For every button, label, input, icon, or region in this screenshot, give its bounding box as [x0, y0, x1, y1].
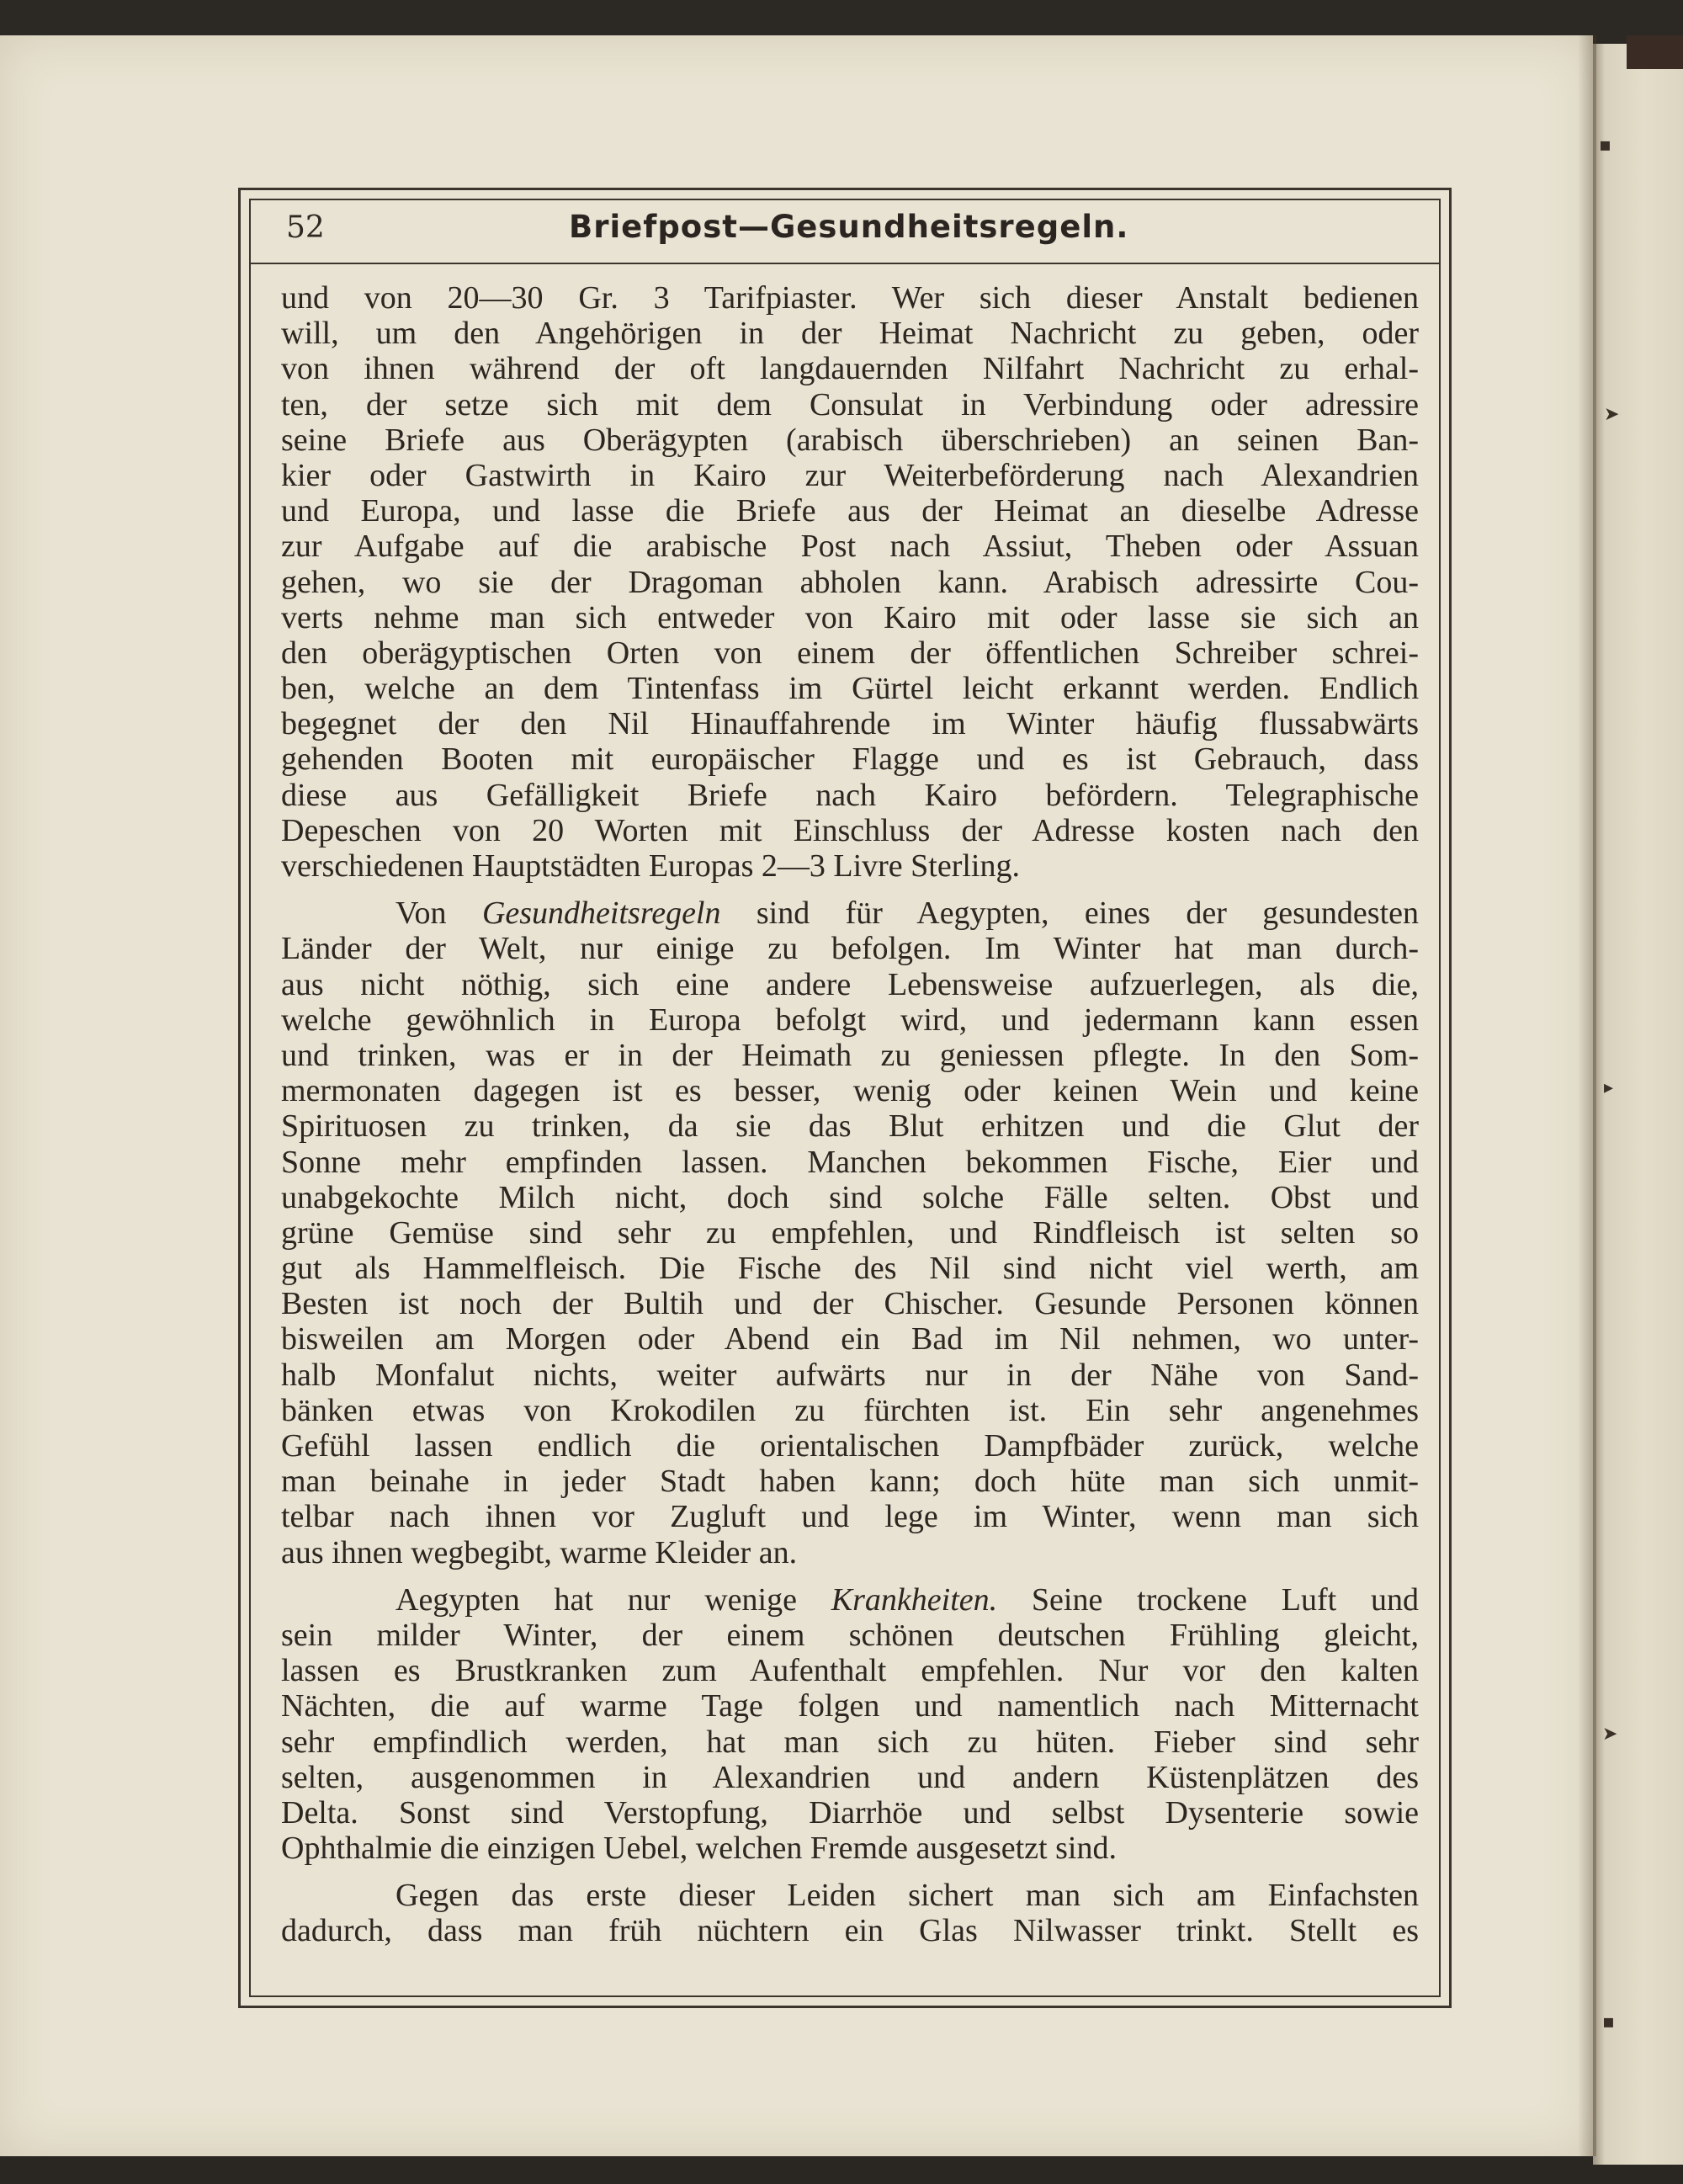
text-line: und von 20—30 Gr. 3 Tarifpiaster. Wer sich dieser Anstalt bedienen [281, 280, 1419, 316]
text-line: gut als Hammelfleisch. Die Fische des Nil sind nicht viel werth, am [281, 1251, 1419, 1287]
text-line: Ophthalmie die einzigen Uebel, welchen Fremde ausgesetzt sind. [281, 1831, 1117, 1867]
emphasis-text: Gesundheitsregeln [481, 895, 721, 932]
text-line: Besten ist noch der Bultih und der Chischer. Gesunde Personen können [281, 1286, 1419, 1322]
text-line: Spirituosen zu trinken, da sie das Blut erhitzen und die Glut der [281, 1108, 1419, 1145]
text-line: den oberägyptischen Orten von einem der öffentlichen Schreiber schrei- [281, 635, 1419, 671]
facing-page-corner [1627, 35, 1683, 69]
text-line: mermonaten dagegen ist es besser, wenig oder keinen Wein und keine [281, 1073, 1419, 1109]
text-run: sind für Aegypten, eines der gesundesten [720, 895, 1420, 932]
paragraph [281, 895, 1419, 1570]
text-line: grüne Gemüse sind sehr zu empfehlen, und Rindfleisch ist selten so [281, 1214, 1419, 1251]
text-line: bisweilen am Morgen oder Abend ein Bad im Nil nehmen, wo unter- [281, 1321, 1419, 1358]
text-line: von ihnen während der oft langdauernden Nilfahrt Nachricht zu erhal- [281, 351, 1419, 387]
text-line: Nächten, die auf warme Tage folgen und namentlich nach Mitternacht [281, 1688, 1419, 1724]
text-line [281, 1878, 1419, 1913]
text-line: Sonne mehr empfinden lassen. Manchen bekommen Fische, Eier und [281, 1144, 1419, 1180]
text-line [281, 895, 1419, 931]
page-title: Briefpost—Gesundheitsregeln. [569, 209, 1129, 245]
text-line: aus nicht nöthig, sich eine andere Lebensweise aufzuerlegen, als die, [281, 966, 1419, 1002]
margin-mark-icon: ▪ [1599, 135, 1611, 156]
text-line: und trinken, was er in der Heimath zu geniessen pflegte. In den Som- [281, 1037, 1419, 1073]
text-line: seine Briefe aus Oberägypten (arabisch überschrieben) an seinen Ban- [281, 422, 1419, 458]
gutter-shadow [1578, 35, 1596, 2156]
text-line: kier oder Gastwirth in Kairo zur Weiterbeförderung nach Alexandrien [281, 457, 1419, 493]
paragraph-gap [281, 884, 1419, 895]
text-line: welche gewöhnlich in Europa befolgt wird, und jedermann kann essen [281, 1002, 1419, 1038]
text-line: ten, der setze sich mit dem Consulat in Verbindung oder adressire [281, 386, 1419, 422]
running-head [249, 207, 1441, 258]
emphasis-text: Krankheiten. [831, 1581, 998, 1618]
text-line: aus ihnen wegbegibt, warme Kleider an. [281, 1534, 798, 1570]
margin-mark-icon: ▸ [1604, 1077, 1614, 1098]
header-rule [249, 263, 1441, 264]
facing-page-edge [1593, 44, 1683, 2165]
text-line: Delta. Sonst sind Verstopfung, Diarrhöe und selbst Dysenterie sowie [281, 1794, 1419, 1831]
paragraph [281, 1582, 1419, 1867]
paragraph [281, 1878, 1419, 1948]
text-run: Seine trockene Luft und [997, 1581, 1419, 1618]
text-line: gehen, wo sie der Dragoman abholen kann. Arabisch adressirte Cou- [281, 564, 1419, 600]
page-number: 52 [286, 210, 325, 245]
text-line: Depeschen von 20 Worten mit Einschluss der Adresse kosten nach den [281, 812, 1419, 848]
text-line: zur Aufgabe auf die arabische Post nach Assiut, Theben oder Assuan [281, 529, 1419, 565]
text-line: und Europa, und lasse die Briefe aus der Heimat an dieselbe Adresse [281, 493, 1419, 529]
text-line: bänken etwas von Krokodilen zu fürchten ist. Ein sehr angenehmes [281, 1392, 1419, 1428]
text-run: Gegen das erste dieser Leiden sichert man sich am Einfachsten [396, 1878, 1419, 1914]
text-run: Von [396, 895, 482, 932]
text-line: unabgekochte Milch nicht, doch sind solche Fälle selten. Obst und [281, 1179, 1419, 1215]
text-line: will, um den Angehörigen in der Heimat Nachricht zu geben, oder [281, 316, 1419, 352]
paragraph-gap [281, 1570, 1419, 1582]
margin-mark-icon: ▪ [1602, 2011, 1615, 2033]
text-run: Aegypten hat nur wenige [396, 1581, 831, 1618]
text-line: sehr empfindlich werden, hat man sich zu hüten. Fieber sind sehr [281, 1724, 1419, 1760]
text-line: selten, ausgenommen in Alexandrien und andern Küstenplätzen des [281, 1759, 1419, 1795]
margin-mark-icon: ➤ [1602, 1724, 1618, 1745]
text-line: diese aus Gefälligkeit Briefe nach Kairo befördern. Telegraphische [281, 777, 1419, 813]
text-line: Länder der Welt, nur einige zu befolgen. Im Winter hat man durch- [281, 931, 1419, 967]
text-line: gehenden Booten mit europäischer Flagge und es ist Gebrauch, dass [281, 741, 1419, 778]
text-line [281, 1582, 1419, 1618]
text-line: Gefühl lassen endlich die orientalischen Dampfbäder zurück, welche [281, 1428, 1419, 1464]
text-line: begegnet der den Nil Hinauffahrende im Winter häufig flussabwärts [281, 706, 1419, 742]
text-line: verts nehme man sich entweder von Kairo mit oder lasse sie sich an [281, 599, 1419, 635]
margin-mark-icon: ➤ [1604, 404, 1620, 425]
text-line: dadurch, dass man früh nüchtern ein Glas Nilwasser trinkt. Stellt es [281, 1913, 1419, 1949]
text-line: sein milder Winter, der einem schönen deutschen Frühling gleicht, [281, 1617, 1419, 1653]
paragraph [281, 280, 1419, 884]
text-line: ben, welche an dem Tintenfass im Gürtel leicht erkannt werden. Endlich [281, 671, 1419, 707]
text-line: lassen es Brustkranken zum Aufenthalt empfehlen. Nur vor den kalten [281, 1653, 1419, 1689]
paragraph-gap [281, 1866, 1419, 1878]
body-text [281, 280, 1419, 1949]
text-line: man beinahe in jeder Stadt haben kann; doch hüte man sich unmit- [281, 1464, 1419, 1500]
text-line: telbar nach ihnen vor Zugluft und lege im Winter, wenn man sich [281, 1499, 1419, 1535]
text-line: verschiedenen Hauptstädten Europas 2—3 Livre Sterling. [281, 848, 1020, 884]
text-line: halb Monfalut nichts, weiter aufwärts nur in der Nähe von Sand- [281, 1357, 1419, 1393]
